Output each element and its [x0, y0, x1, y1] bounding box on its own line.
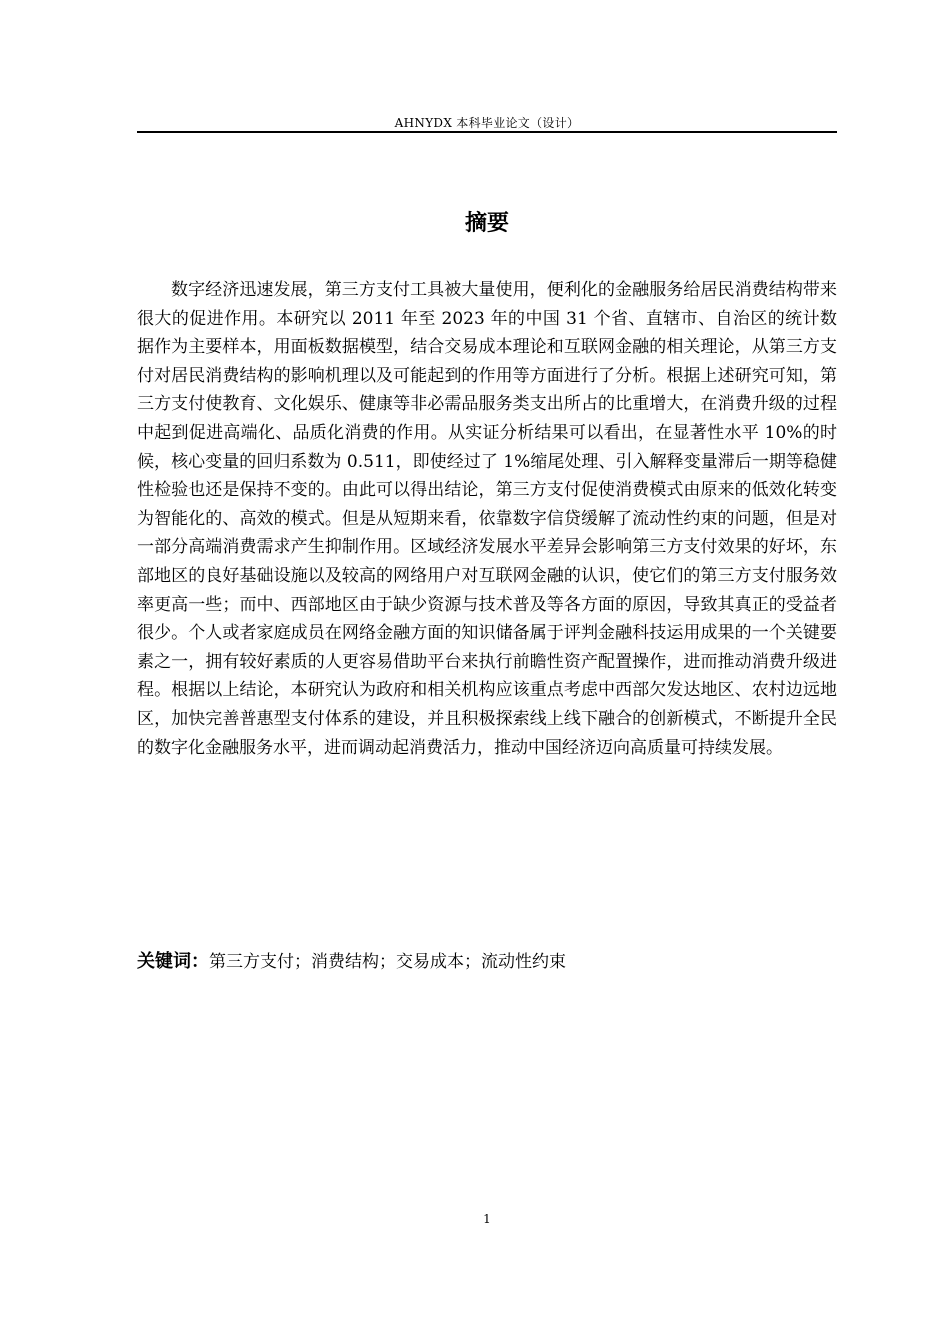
- running-header: AHNYDX 本科毕业论文（设计）: [394, 116, 580, 130]
- keywords-line: [137, 948, 837, 976]
- abstract-paragraph: 数字经济迅速发展，第三方支付工具被大量使用，便利化的金融服务给居民消费结构带来很大的促进作用。本研究以 2011 年至 2023 年的中国 31 个省、直辖市、自治区的统计数据作为主要样本，用面板数据模型，结合交易成本理论和互联网金融的相关理论，从第三方支付对居民消费结构的影响机理以及可能起到的作用等方面进行了分析。根据上述研究可知，第三方支付使教育、文化娱乐、健康等非必需品服务类支出所占的比重增大，在消费升级的过程中起到促进高端化、品质化消费的作用。从实证分析结果可以看出，在显著性水平 10%的时候，核心变量的回归系数为 0.511，即使经过了 1%缩尾处理、引入解释变量滞后一期等稳健性检验也还是保持不变的。由此可以得出结论，第三方支付促使消费模式由原来的低效化转变为智能化的、高效的模式。但是从短期来看，依靠数字信贷缓解了流动性约束的问题，但是对一部分高端消费需求产生抑制作用。区域经济发展水平差异会影响第三方支付效果的好坏，东部地区的良好基础设施以及较高的网络用户对互联网金融的认识，使它们的第三方支付服务效率更高一些；而中、西部地区由于缺少资源与技术普及等各方面的原因，导致其真正的受益者很少。个人或者家庭成员在网络金融方面的知识储备属于评判金融科技运用成果的一个关键要素之一，拥有较好素质的人更容易借助平台来执行前瞻性资产配置操作，进而推动消费升级进程。根据以上结论，本研究认为政府和相关机构应该重点考虑中西部欠发达地区、农村边远地区，加快完善普惠型支付体系的建设，并且积极探索线上线下融合的创新模式，不断提升全民的数字化金融服务水平，进而调动起消费活力，推动中国经济迈向高质量可持续发展。: [137, 280, 837, 758]
- header-divider: [137, 131, 837, 133]
- keywords-label: 关键词：: [137, 951, 209, 972]
- page-number: 1: [483, 1212, 491, 1226]
- abstract-heading: 摘要: [464, 211, 509, 236]
- keywords-value: 第三方支付；消费结构；交易成本；流动性约束: [209, 952, 566, 972]
